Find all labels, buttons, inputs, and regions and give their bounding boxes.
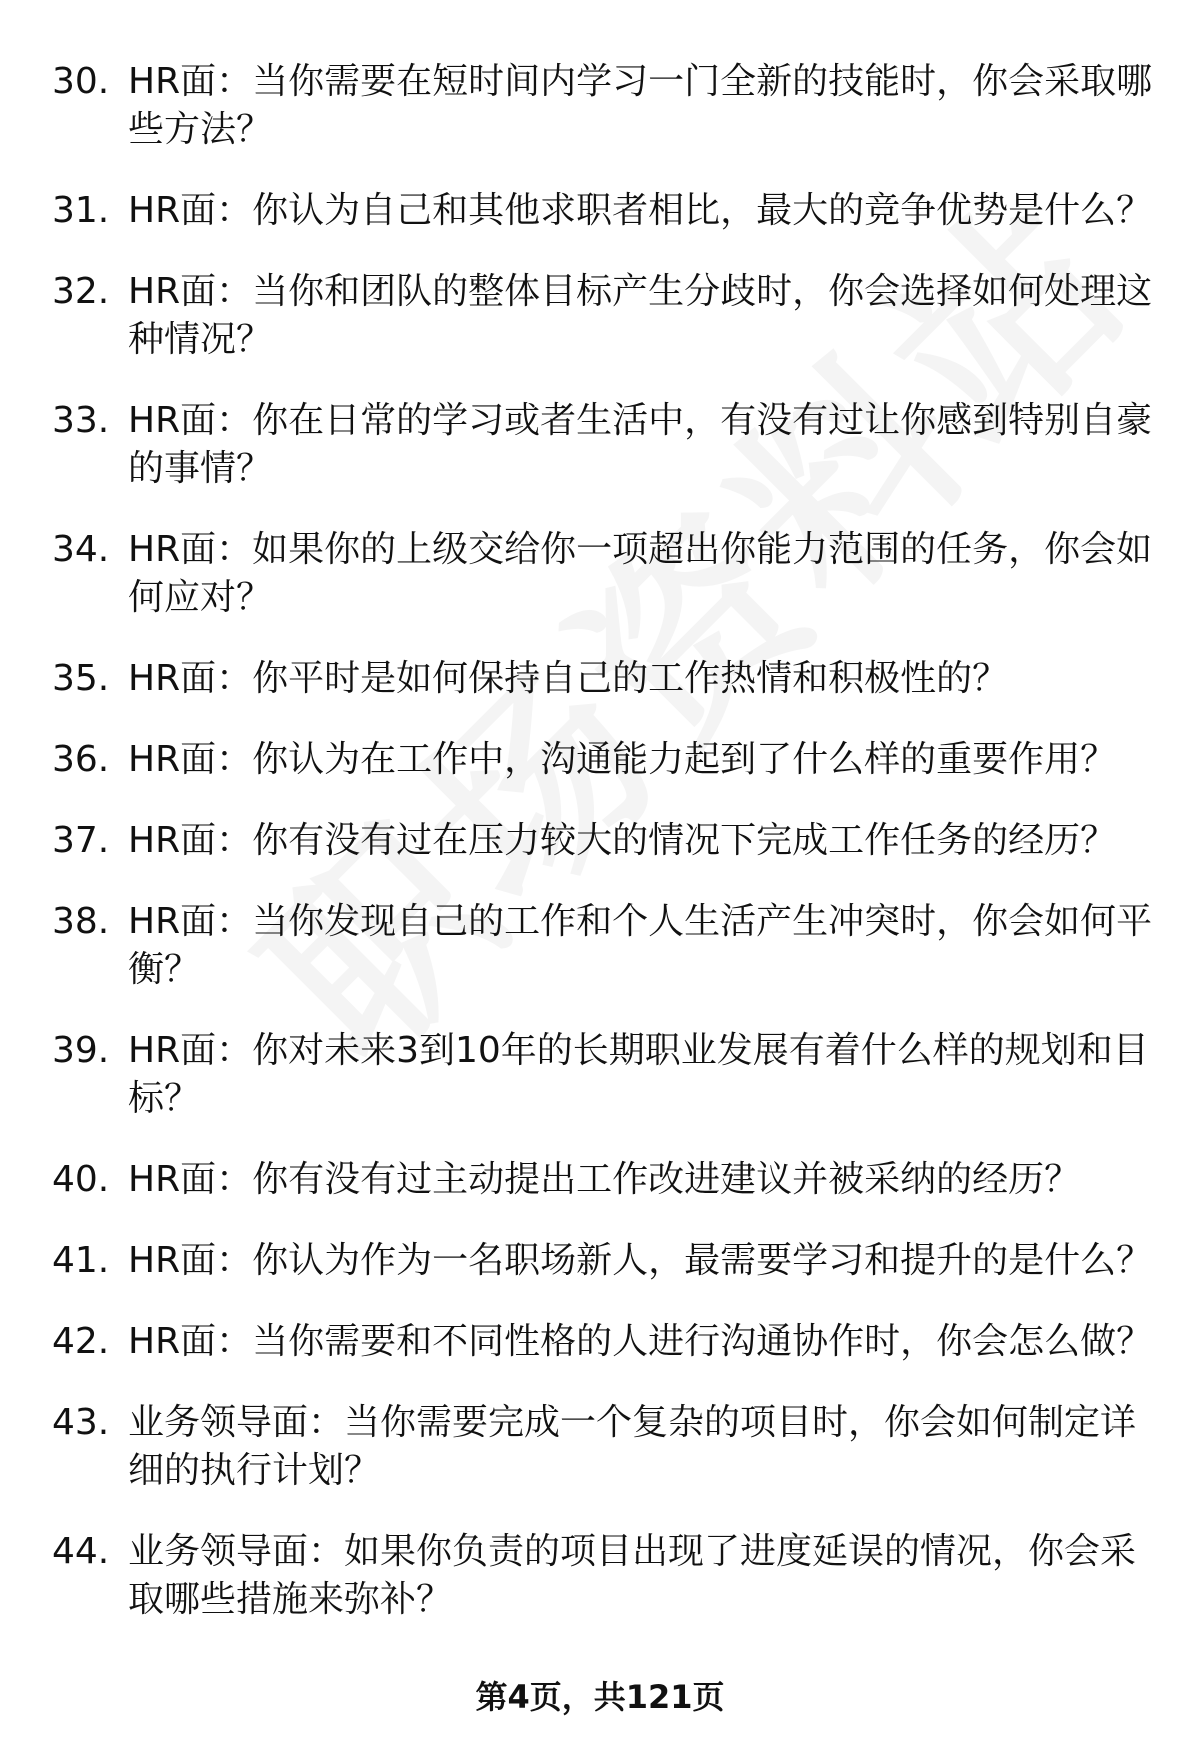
item-number: 38. [52, 901, 110, 942]
list-item [0, 1399, 1200, 1495]
item-text: 业务领导面：当你需要完成一个复杂的项目时，你会如何制定详细的执行计划？ [128, 1402, 1137, 1491]
list-item [0, 58, 1200, 154]
item-text: HR面：你认为自己和其他求职者相比，最大的竞争优势是什么？ [128, 190, 1153, 231]
item-text: HR面：你认为在工作中，沟通能力起到了什么样的重要作用？ [128, 739, 1117, 780]
item-number: 35. [52, 658, 110, 699]
item-text: HR面：你认为作为一名职场新人，最需要学习和提升的是什么？ [128, 1240, 1153, 1281]
question-list [0, 58, 1200, 1657]
item-number: 30. [52, 61, 110, 102]
item-text: 业务领导面：如果你负责的项目出现了进度延误的情况，你会采取哪些措施来弥补？ [128, 1531, 1137, 1620]
item-number: 42. [52, 1321, 110, 1362]
list-item [0, 817, 1200, 865]
item-number: 40. [52, 1159, 110, 1200]
list-item [0, 655, 1200, 703]
item-number: 36. [52, 739, 110, 780]
item-text: HR面：当你发现自己的工作和个人生活产生冲突时，你会如何平衡？ [128, 901, 1153, 990]
item-text: HR面：如果你的上级交给你一项超出你能力范围的任务，你会如何应对？ [128, 529, 1153, 618]
list-item [0, 1528, 1200, 1624]
list-item [0, 397, 1200, 493]
item-number: 41. [52, 1240, 110, 1281]
item-number: 33. [52, 400, 110, 441]
item-text: HR面：你平时是如何保持自己的工作热情和积极性的？ [128, 658, 1009, 699]
list-item [0, 1237, 1200, 1285]
list-item [0, 898, 1200, 994]
list-item [0, 187, 1200, 235]
list-item [0, 268, 1200, 364]
item-number: 43. [52, 1402, 110, 1443]
item-number: 34. [52, 529, 110, 570]
item-text: HR面：你有没有过在压力较大的情况下完成工作任务的经历？ [128, 820, 1117, 861]
item-text: HR面：你在日常的学习或者生活中，有没有过让你感到特别自豪的事情？ [128, 400, 1153, 489]
list-item [0, 1156, 1200, 1204]
item-number: 39. [52, 1030, 110, 1071]
item-number: 37. [52, 820, 110, 861]
page-footer: 第4页，共121页 [475, 1678, 725, 1716]
list-item [0, 1027, 1200, 1123]
list-item [0, 526, 1200, 622]
list-item [0, 1318, 1200, 1366]
item-text: HR面：当你和团队的整体目标产生分歧时，你会选择如何处理这种情况？ [128, 271, 1153, 360]
item-number: 44. [52, 1531, 110, 1572]
item-text: HR面：当你需要和不同性格的人进行沟通协作时，你会怎么做？ [128, 1321, 1153, 1362]
item-number: 32. [52, 271, 110, 312]
item-text: HR面：你有没有过主动提出工作改进建议并被采纳的经历？ [128, 1159, 1081, 1200]
item-number: 31. [52, 190, 110, 231]
list-item [0, 736, 1200, 784]
item-text: HR面：当你需要在短时间内学习一门全新的技能时，你会采取哪些方法？ [128, 61, 1153, 150]
item-text: HR面：你对未来3到10年的长期职业发展有着什么样的规划和目标？ [128, 1030, 1149, 1119]
